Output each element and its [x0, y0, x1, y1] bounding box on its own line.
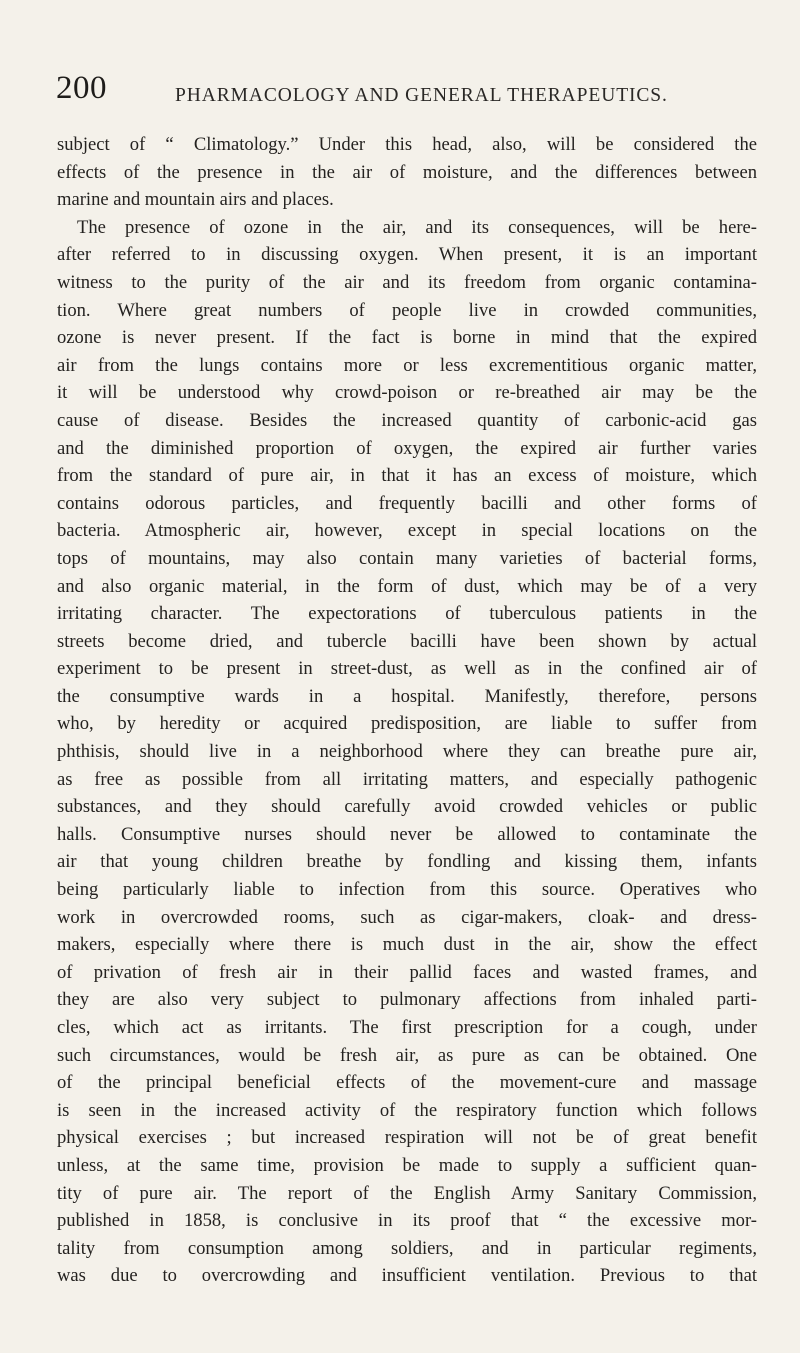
text-line: witness to the purity of the air and its freedom from organic contamina- — [57, 271, 757, 293]
text-line: and also organic material, in the form of dust, which may be of a very — [57, 575, 757, 597]
running-title: PHARMACOLOGY AND GENERAL THERAPEUTICS. — [175, 85, 668, 106]
text-line: cles, which act as irritants. The first prescription for a cough, under — [57, 1017, 757, 1038]
body-text — [57, 131, 757, 1290]
text-line: being particularly liable to infection from this source. Operatives who — [57, 879, 757, 901]
text-line: and the diminished proportion of oxygen, the expired air further varies — [57, 437, 757, 459]
text-line: tops of mountains, may also contain many varieties of bacterial forms, — [57, 547, 757, 569]
text-line: marine and mountain airs and places. — [57, 189, 334, 211]
text-line: who, by heredity or acquired predisposition, are liable to suffer from — [57, 713, 757, 735]
text-line: effects of the presence in the air of moisture, and the differences between — [57, 161, 757, 183]
running-head — [56, 68, 756, 120]
text-line: after referred to in discussing oxygen. When present, it is an important — [57, 244, 757, 266]
text-line: The presence of ozone in the air, and its consequences, will be here- — [77, 216, 757, 238]
text-line: cause of disease. Besides the increased quantity of carbonic-acid gas — [57, 409, 757, 431]
text-line: of privation of fresh air in their pallid faces and wasted frames, and — [57, 961, 757, 983]
text-line: tion. Where great numbers of people live in crowded communities, — [57, 299, 757, 321]
text-line: as free as possible from all irritating matters, and especially pathogenic — [57, 768, 757, 790]
text-line: tity of pure air. The report of the English Army Sanitary Commission, — [57, 1182, 757, 1204]
text-line: the consumptive wards in a hospital. Manifestly, therefore, persons — [57, 685, 757, 707]
text-line: air that young children breathe by fondling and kissing them, infants — [57, 851, 757, 873]
text-line: physical exercises ; but increased respiration will not be of great benefit — [57, 1127, 757, 1149]
text-line: is seen in the increased activity of the respiratory function which follows — [57, 1099, 757, 1121]
text-line: of the principal beneficial effects of the movement-cure and massage — [57, 1072, 757, 1094]
text-line: work in overcrowded rooms, such as cigar-makers, cloak- and dress- — [57, 906, 757, 928]
text-line: bacteria. Atmospheric air, however, except in special locations on the — [57, 520, 757, 542]
text-line: experiment to be present in street-dust, as well as in the confined air of — [57, 658, 757, 680]
text-line: such circumstances, would be fresh air, as pure as can be obtained. One — [57, 1044, 757, 1066]
text-line: air from the lungs contains more or less excrementitious organic matter, — [57, 354, 757, 376]
text-line: was due to overcrowding and insufficient ventilation. Previous to that — [57, 1265, 757, 1287]
page-number: 200 — [56, 70, 107, 106]
text-line: tality from consumption among soldiers, and in particular regiments, — [57, 1237, 757, 1259]
text-line: makers, especially where there is much dust in the air, show the effect — [57, 934, 757, 956]
text-line: they are also very subject to pulmonary affections from inhaled parti- — [57, 989, 757, 1011]
text-line: phthisis, should live in a neighborhood where they can breathe pure air, — [57, 741, 757, 763]
text-line: it will be understood why crowd-poison or re-breathed air may be the — [57, 382, 757, 404]
text-line: contains odorous particles, and frequently bacilli and other forms of — [57, 492, 757, 514]
text-line: unless, at the same time, provision be made to supply a sufficient quan- — [57, 1154, 757, 1176]
text-line: irritating character. The expectorations of tuberculous patients in the — [57, 603, 757, 625]
text-line: substances, and they should carefully avoid crowded vehicles or public — [57, 796, 757, 818]
text-line: ozone is never present. If the fact is borne in mind that the expired — [57, 327, 757, 349]
text-line: streets become dried, and tubercle bacilli have been shown by actual — [57, 630, 757, 652]
text-line: published in 1858, is conclusive in its proof that “ the excessive mor- — [57, 1210, 757, 1232]
text-line: subject of “ Climatology.” Under this head, also, will be considered the — [57, 134, 757, 155]
text-line: halls. Consumptive nurses should never be allowed to contaminate the — [57, 823, 757, 845]
text-line: from the standard of pure air, in that it has an excess of moisture, which — [57, 465, 757, 487]
